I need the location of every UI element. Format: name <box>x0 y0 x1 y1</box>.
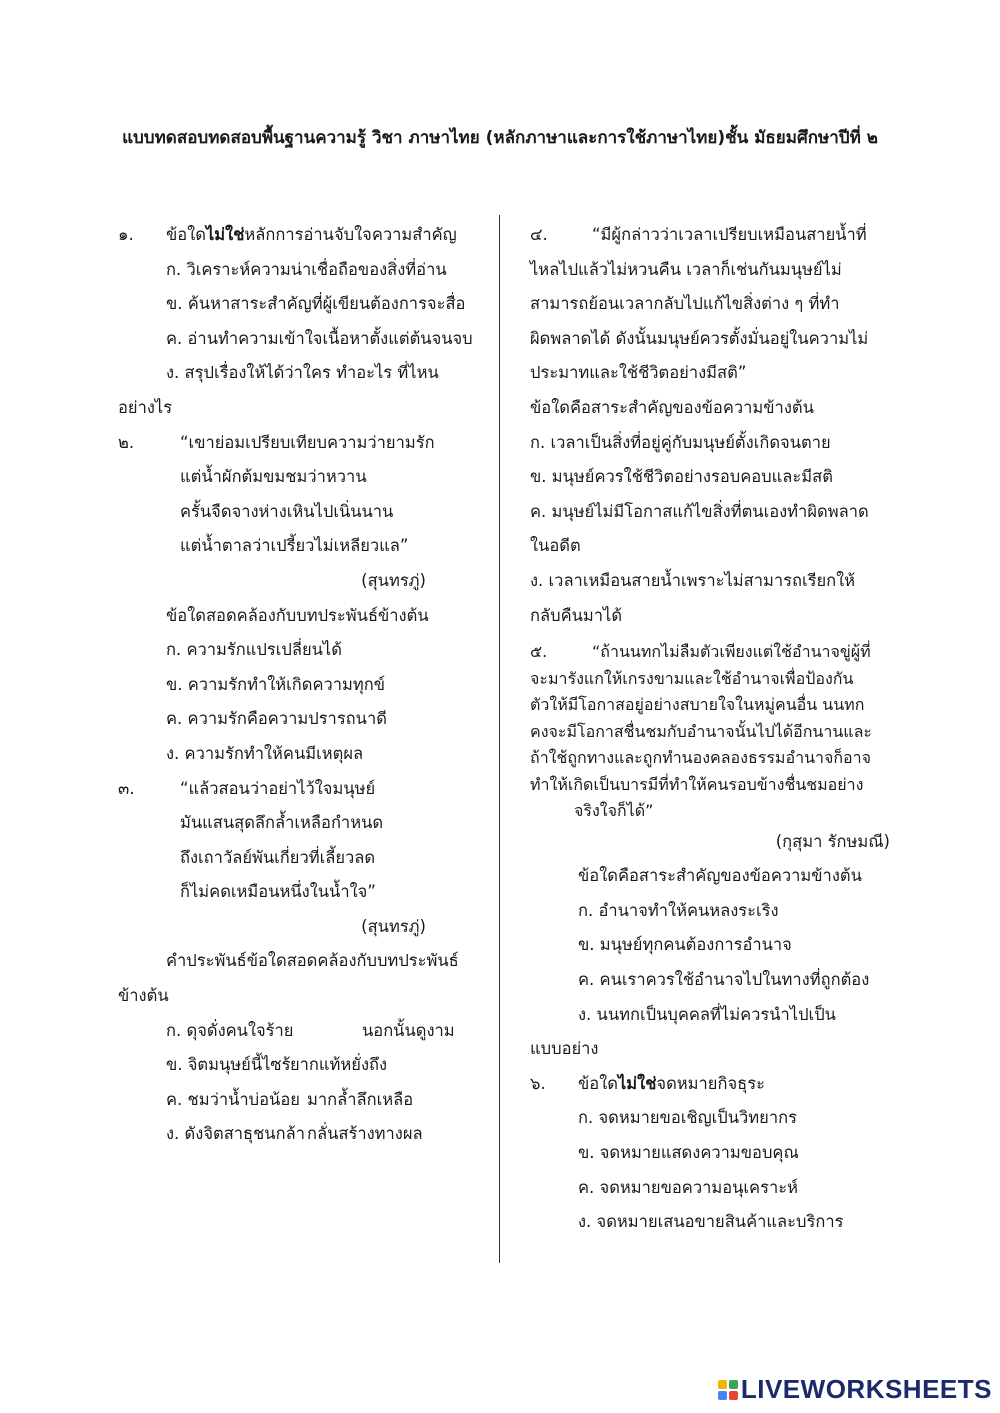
q3-option-c[interactable] <box>118 1083 488 1118</box>
q4-passage-5: ประมาทและใช้ชีวิตอย่างมีสติ” <box>530 363 747 383</box>
q5-passage-4: คงจะมีโอกาสชื่นชมกับอำนาจนั้นไปได้อีกนานและ <box>530 721 872 741</box>
q4-passage-3: สามารถย้อนเวลากลับไปแก้ไขสิ่งต่าง ๆ ที่ทำ <box>530 294 840 314</box>
q3-option-a-second: นอกนั้นดูงาม <box>362 1020 455 1040</box>
q2-option-d[interactable]: ง. ความรักทำให้คนมีเหตุผล <box>166 743 364 763</box>
question-2-number: ๒. <box>118 432 135 452</box>
q3-poem-2: มันแสนสุดลึกล้ำเหลือกำหนด <box>180 813 384 833</box>
q6-stem-pre: ข้อใด <box>578 1073 618 1093</box>
left-column <box>118 218 488 1152</box>
q6-option-a[interactable]: ก. จดหมายขอเชิญเป็นวิทยากร <box>578 1108 797 1128</box>
q3-option-c-first: ค. ชมว่าน้ำบ่อน้อย <box>166 1089 300 1109</box>
q1-stem-pre: ข้อใด <box>166 225 206 244</box>
question-5-number: ๕. <box>530 642 548 662</box>
q3-option-b[interactable] <box>118 1048 488 1083</box>
question-4-number: ๔. <box>530 225 548 244</box>
q4-question: ข้อใดคือสาระสำคัญของข้อความข้างต้น <box>530 397 814 417</box>
question-3-number: ๓. <box>118 778 135 798</box>
q4-option-c[interactable]: ค. มนุษย์ไม่มีโอกาสแก้ไขสิ่งที่ตนเองทำผิดพลาด <box>530 501 869 521</box>
q1-option-d[interactable]: ง. สรุปเรื่องให้ได้ว่าใคร ทำอะไร ที่ไหน <box>166 363 439 383</box>
q3-question-cont: ข้างต้น <box>118 986 169 1006</box>
q2-poem-3: ครั้นจืดจางห่างเหินไปเนิ่นนาน <box>180 501 394 521</box>
q4-option-d-cont: กลับคืนมาได้ <box>530 605 623 625</box>
q3-option-b-first: ข. จิตมนุษย์นี้ไซร้ <box>166 1055 291 1075</box>
q4-option-b[interactable]: ข. มนุษย์ควรใช้ชีวิตอย่างรอบคอบและมีสติ <box>530 467 833 487</box>
q3-option-b-second: ยากแท้หยั่งถึง <box>290 1055 388 1075</box>
q4-passage-4: ผิดพลาดได้ ดังนั้นมนุษย์ควรตั้งมั่นอยู่ในความไม่ <box>530 328 869 348</box>
q2-question: ข้อใดสอดคล้องกับบทประพันธ์ข้างต้น <box>166 605 429 625</box>
q2-poem-1: “เขาย่อมเปรียบเทียบความว่ายามรัก <box>180 432 435 452</box>
q6-option-c[interactable]: ค. จดหมายขอความอนุเคราะห์ <box>578 1177 798 1197</box>
question-6-stem <box>530 1067 890 1102</box>
question-4-passage-line-1 <box>530 218 890 253</box>
q3-poem-1: “แล้วสอนว่าอย่าไว้ใจมนุษย์ <box>180 778 376 798</box>
q3-option-d[interactable] <box>118 1117 488 1152</box>
question-1-number: ๑. <box>118 225 134 244</box>
question-1-stem <box>118 218 488 253</box>
liveworksheets-logo[interactable] <box>718 1374 992 1405</box>
q4-option-c-cont: ในอดีต <box>530 536 581 556</box>
liveworksheets-logo-icon <box>718 1380 738 1400</box>
q5-passage-5: ถ้าใช้ถูกทางและถูกทำนองคลองธรรมอำนาจก็อาจ <box>530 748 872 768</box>
q1-stem-post: หลักการอ่านจับใจความสำคัญ <box>244 225 457 244</box>
question-2-poem-line-1 <box>118 426 488 461</box>
q2-option-a[interactable]: ก. ความรักแปรเปลี่ยนได้ <box>166 640 342 660</box>
q5-passage-3: ตัวให้มีโอกาสอยู่อย่างสบายใจในหมู่คนอื่น นนทก <box>530 695 865 715</box>
q3-option-c-second: มากล้ำลึกเหลือ <box>307 1089 414 1109</box>
q5-passage-6: ทำให้เกิดเป็นบารมีที่ทำให้คนรอบข้างชื่นชมอย่าง <box>530 774 864 794</box>
q4-passage-1: “มีผู้กล่าวว่าเวลาเปรียบเหมือนสายน้ำที่ <box>592 225 867 244</box>
q2-author: (สุนทรภู่) <box>361 570 426 590</box>
q6-stem-post: จดหมายกิจธุระ <box>656 1073 765 1093</box>
q2-option-c[interactable]: ค. ความรักคือความปรารถนาดี <box>166 709 387 729</box>
q3-option-d-first: ง. ดังจิตสาธุชนกล้า <box>166 1124 305 1144</box>
q3-poem-3: ถึงเถาวัลย์พันเกี่ยวที่เลี้ยวลด <box>180 847 376 867</box>
q5-option-d-cont: แบบอย่าง <box>530 1039 599 1059</box>
right-column <box>530 218 890 1240</box>
question-3-poem-line-1 <box>118 772 488 807</box>
q2-poem-2: แต่น้ำผักต้มขมชมว่าหวาน <box>180 467 367 487</box>
liveworksheets-logo-text: LIVEWORKSHEETS <box>740 1374 992 1404</box>
q2-poem-4: แต่น้ำตาลว่าเปรี้ยวไม่เหลียวแล” <box>180 536 409 556</box>
question-6-number: ๖. <box>530 1073 546 1093</box>
q6-option-b[interactable]: ข. จดหมายแสดงความขอบคุณ <box>578 1142 799 1162</box>
q1-option-c[interactable]: ค. อ่านทำความเข้าใจเนื้อหาตั้งแต่ต้นจนจบ <box>166 328 473 348</box>
q2-option-b[interactable]: ข. ความรักทำให้เกิดความทุกข์ <box>166 674 386 694</box>
q5-passage-2: จะมารังแกให้เกรงขามและใช้อำนาจเพื่อป้องกัน <box>530 668 854 688</box>
q3-poem-4: ก็ไม่คดเหมือนหนึ่งในน้ำใจ” <box>180 882 376 902</box>
q5-option-b[interactable]: ข. มนุษย์ทุกคนต้องการอำนาจ <box>578 935 792 955</box>
q5-question: ข้อใดคือสาระสำคัญของข้อความข้างต้น <box>578 866 862 886</box>
q5-option-a[interactable]: ก. อำนาจทำให้คนหลงระเริง <box>578 900 779 920</box>
q3-question: คำประพันธ์ข้อใดสอดคล้องกับบทประพันธ์ <box>166 951 459 971</box>
q3-option-d-second: กลั่นสร้างทางผล <box>307 1124 423 1144</box>
q3-option-a[interactable] <box>118 1014 488 1049</box>
q6-stem-bold: ไม่ใช่ <box>617 1073 657 1093</box>
q3-option-a-first: ก. ดุจดั่งคนใจร้าย <box>166 1020 294 1040</box>
page-title: แบบทดสอบทดสอบพื้นฐานความรู้ วิชา ภาษาไทย (หลักภาษาและการใช้ภาษาไทย)ชั้น มัธยมศึกษาปีที่ ๒ <box>122 128 878 148</box>
q5-author: (กุสุมา รักษมณี) <box>775 831 890 851</box>
q4-option-a[interactable]: ก. เวลาเป็นสิ่งที่อยู่คู่กับมนุษย์ตั้งเกิดจนตาย <box>530 432 831 452</box>
q5-passage-1: “ถ้านนทกไม่ลืมตัวเพียงแต่ใช้อำนาจขู่ผู้ที่ <box>592 642 871 662</box>
q6-option-d[interactable]: ง. จดหมายเสนอขายสินค้าและบริการ <box>578 1212 844 1232</box>
q1-option-d-cont: อย่างไร <box>118 397 173 417</box>
q3-author: (สุนทรภู่) <box>361 916 426 936</box>
q5-passage-7: จริงใจก็ได้” <box>574 801 654 821</box>
q1-stem-bold: ไม่ใช่ <box>205 225 245 244</box>
question-5-passage-line-1 <box>530 639 890 666</box>
q5-option-c[interactable]: ค. คนเราควรใช้อำนาจไปในทางที่ถูกต้อง <box>578 970 870 989</box>
q4-passage-2: ไหลไปแล้วไม่หวนคืน เวลาก็เช่นกันมนุษย์ไม่ <box>530 259 842 279</box>
q1-option-b[interactable]: ข. ค้นหาสาระสำคัญที่ผู้เขียนต้องการจะสื่อ <box>166 294 466 314</box>
column-divider <box>499 215 500 1263</box>
q4-option-d[interactable]: ง. เวลาเหมือนสายน้ำเพราะไม่สามารถเรียกให้ <box>530 570 856 590</box>
q5-option-d[interactable]: ง. นนทกเป็นบุคคลที่ไม่ควรนำไปเป็น <box>578 1004 836 1024</box>
q1-option-a[interactable]: ก. วิเคราะห์ความน่าเชื่อถือของสิ่งที่อ่าน <box>166 259 447 279</box>
